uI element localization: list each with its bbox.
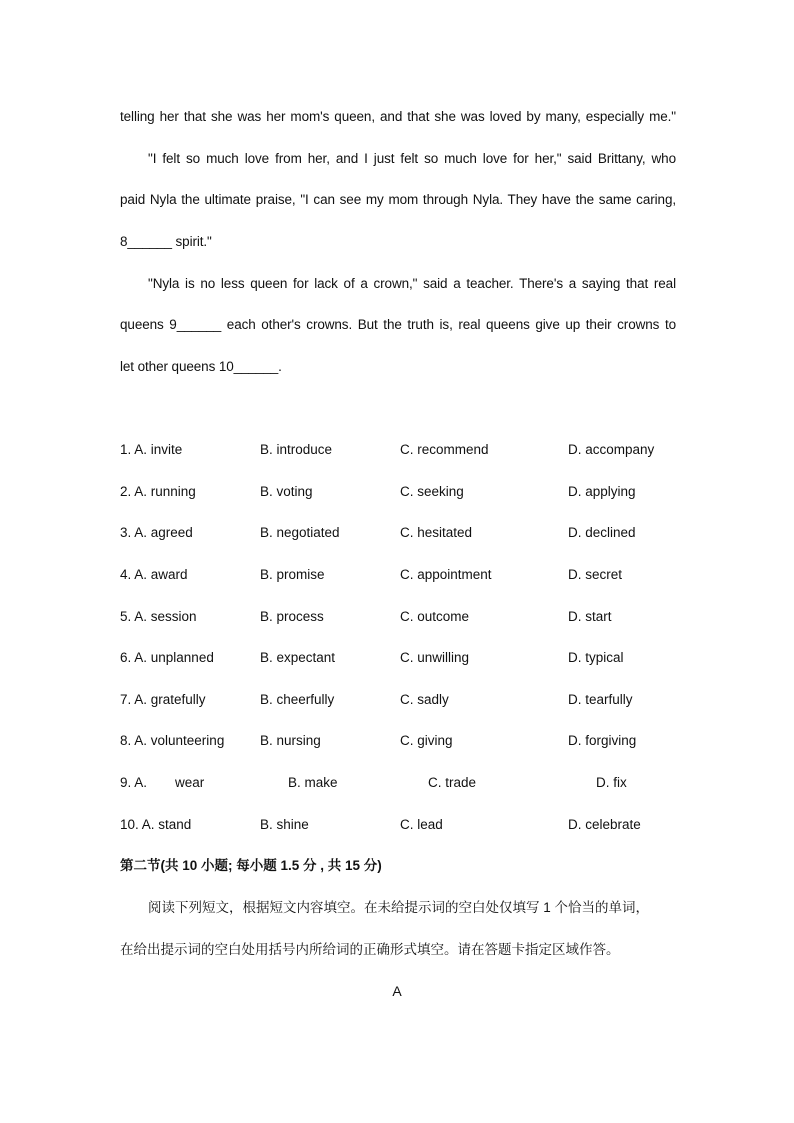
- option-a: 9. A.: [120, 775, 148, 790]
- option-c: C. trade: [428, 775, 477, 790]
- option-b: B. voting: [260, 484, 313, 499]
- option-c: C. outcome: [400, 609, 470, 624]
- option-a: 1. A. invite: [120, 442, 183, 457]
- passage-line-5: "Nyla is no less queen for lack of a crown," said a teacher. There's a saying that real: [148, 276, 676, 291]
- passage-line-6: queens 9______ each other's crowns. But the truth is, real queens give up their crowns to: [120, 317, 676, 332]
- option-row-1: [120, 441, 700, 459]
- option-a: 7. A. gratefully: [120, 692, 206, 707]
- option-b: B. negotiated: [260, 525, 340, 540]
- option-a: 6. A. unplanned: [120, 650, 214, 665]
- option-row-9: [120, 774, 700, 792]
- option-c: C. sadly: [400, 692, 449, 707]
- option-a: 3. A. agreed: [120, 525, 193, 540]
- option-b: B. nursing: [260, 733, 321, 748]
- option-d: D. typical: [568, 650, 624, 665]
- option-row-10: [120, 816, 700, 834]
- option-c: C. appointment: [400, 567, 492, 582]
- option-a-word: wear: [175, 775, 205, 790]
- passage-line-3: paid Nyla the ultimate praise, "I can see my mom through Nyla. They have the same caring,: [120, 192, 676, 207]
- option-d: D. start: [568, 609, 612, 624]
- passage-line-7: let other queens 10______.: [120, 359, 282, 374]
- option-c: C. lead: [400, 817, 443, 832]
- option-d: D. forgiving: [568, 733, 637, 748]
- passage-line-2: "I felt so much love from her, and I just felt so much love for her," said Brittany, who: [148, 151, 676, 166]
- option-b: B. cheerfully: [260, 692, 335, 707]
- option-row-7: [120, 691, 700, 709]
- option-d: D. tearfully: [568, 692, 633, 707]
- option-row-6: [120, 649, 700, 667]
- option-c: C. unwilling: [400, 650, 470, 665]
- section-heading: 第二节(共 10 小题; 每小题 1.5 分 , 共 15 分): [120, 858, 382, 873]
- option-b: B. shine: [260, 817, 309, 832]
- option-row-2: [120, 483, 700, 501]
- option-d: D. applying: [568, 484, 636, 499]
- option-row-5: [120, 608, 700, 626]
- instruction-line-1: 阅读下列短文，根据短文内容填空。在未给提示词的空白处仅填写 1 个恰当的单词，: [148, 900, 650, 915]
- option-a: 2. A. running: [120, 484, 196, 499]
- option-c: C. giving: [400, 733, 453, 748]
- option-d: D. accompany: [568, 442, 655, 457]
- option-c: C. hesitated: [400, 525, 473, 540]
- passage-label: A: [392, 983, 402, 999]
- option-b: B. process: [260, 609, 324, 624]
- option-row-8: [120, 732, 700, 750]
- option-a: 4. A. award: [120, 567, 188, 582]
- option-b: B. expectant: [260, 650, 336, 665]
- option-d: D. fix: [596, 775, 627, 790]
- option-d: D. declined: [568, 525, 636, 540]
- option-d: D. secret: [568, 567, 623, 582]
- option-d: D. celebrate: [568, 817, 641, 832]
- option-b: B. promise: [260, 567, 325, 582]
- option-a: 10. A. stand: [120, 817, 192, 832]
- option-c: C. seeking: [400, 484, 464, 499]
- instruction-line-2: 在给出提示词的空白处用括号内所给词的正确形式填空。请在答题卡指定区域作答。: [120, 942, 620, 957]
- option-row-4: [120, 566, 700, 584]
- option-a: 5. A. session: [120, 609, 197, 624]
- option-row-3: [120, 524, 700, 542]
- option-c: C. recommend: [400, 442, 489, 457]
- option-b: B. make: [288, 775, 338, 790]
- passage-line-4: 8______ spirit.": [120, 234, 212, 249]
- option-a: 8. A. volunteering: [120, 733, 225, 748]
- passage-line-1: telling her that she was her mom's queen, and that she was loved by many, especially me.": [120, 109, 676, 124]
- option-b: B. introduce: [260, 442, 333, 457]
